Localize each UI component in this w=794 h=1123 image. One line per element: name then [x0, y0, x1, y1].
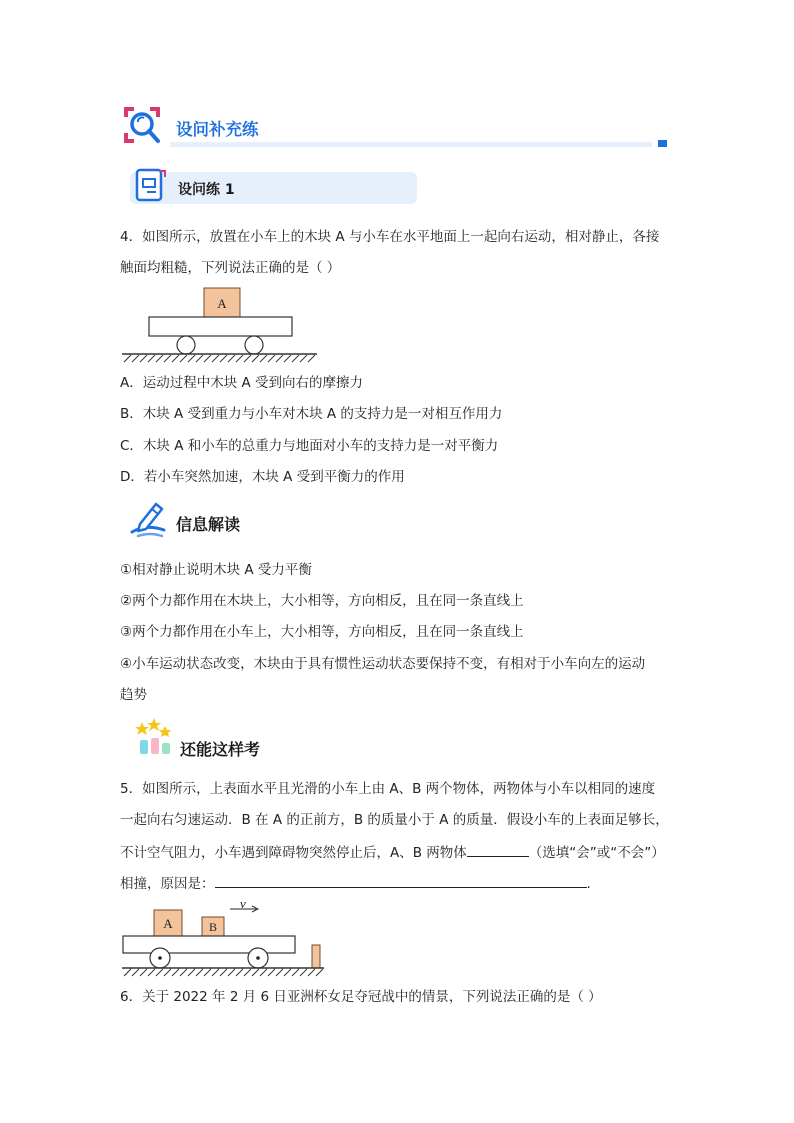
cart-body: [123, 936, 295, 953]
block-a-label: A: [163, 916, 173, 931]
q4-option-c: C．木块 A 和小车的总重力与地面对小车的支持力是一对平衡力: [120, 438, 499, 454]
q5-line4: [120, 873, 591, 894]
stars-icon: [132, 716, 174, 758]
info-item-4: ④小车运动状态改变，木块由于具有惯性运动状态要保持不变，有相对于小车向左的运动: [120, 656, 646, 672]
q4-stem-line1: 4．如图所示，放置在小车上的木块 A 与小车在水平地面上一起向右运动，相对静止，各接: [120, 229, 660, 245]
info-item-1: ①相对静止说明木块 A 受力平衡: [120, 562, 312, 578]
cart-wheel: [245, 336, 263, 354]
info-item-3: ③两个力都作用在小车上，大小相等，方向相反，且在同一条直线上: [120, 624, 524, 640]
cart-body: [149, 317, 292, 336]
obstacle: [312, 945, 320, 968]
header-underline: [170, 142, 652, 147]
header-accent: [658, 140, 667, 147]
q4-cart-figure: [120, 285, 320, 365]
subheader-bar: [130, 172, 417, 204]
q4-stem-line2: 触面均粗糙，下列说法正确的是（ ）: [120, 260, 341, 276]
q5-blank-1[interactable]: [467, 842, 529, 857]
velocity-label: v: [240, 896, 246, 911]
also-title: 还能这样考: [180, 740, 261, 759]
q5-line4-end: .: [586, 876, 591, 892]
info-item-4-cont: 趋势: [120, 687, 147, 703]
ground-hatch: [124, 355, 315, 362]
q4-option-d: D．若小车突然加速，木块 A 受到平衡力的作用: [120, 469, 405, 485]
info-item-2: ②两个力都作用在木块上，大小相等，方向相反，且在同一条直线上: [120, 593, 524, 609]
q5-line3: [120, 842, 665, 863]
q5-line4-text: 相撞，原因是：: [120, 876, 215, 892]
q5-blank-2[interactable]: [215, 873, 587, 888]
q6-line1: 6．关于 2022 年 2 月 6 日亚洲杯女足夺冠战中的情景，下列说法正确的是（ ）: [120, 989, 602, 1005]
q5-line2: 一起向右匀速运动．B 在 A 的正前方，B 的质量小于 A 的质量．假设小车的上表面足够长，: [120, 812, 669, 828]
q5-line1: 5．如图所示，上表面水平且光滑的小车上由 A、B 两个物体，两物体与小车以相同的速度: [120, 781, 656, 797]
notebook-icon: [134, 167, 168, 205]
q5-line3-text-end: （选填“会”或“不会”）: [528, 845, 665, 861]
block-a-label: A: [217, 296, 227, 311]
q5-cart-figure: [118, 895, 328, 977]
pen-icon: [126, 498, 170, 542]
q5-line3-text: 不计空气阻力，小车遇到障碍物突然停止后，A、B 两物体: [120, 845, 467, 861]
q4-option-a: A．运动过程中木块 A 受到向右的摩擦力: [120, 375, 364, 391]
info-title: 信息解读: [176, 515, 241, 534]
magnifier-icon: [120, 103, 164, 147]
block-b-label: B: [208, 920, 218, 934]
cart-wheel: [177, 336, 195, 354]
subheader-title: 设问练 1: [178, 182, 235, 198]
q4-option-b: B．木块 A 受到重力与小车对木块 A 的支持力是一对相互作用力: [120, 406, 503, 422]
section-title: 设问补充练: [176, 120, 259, 139]
ground-hatch: [124, 969, 323, 976]
